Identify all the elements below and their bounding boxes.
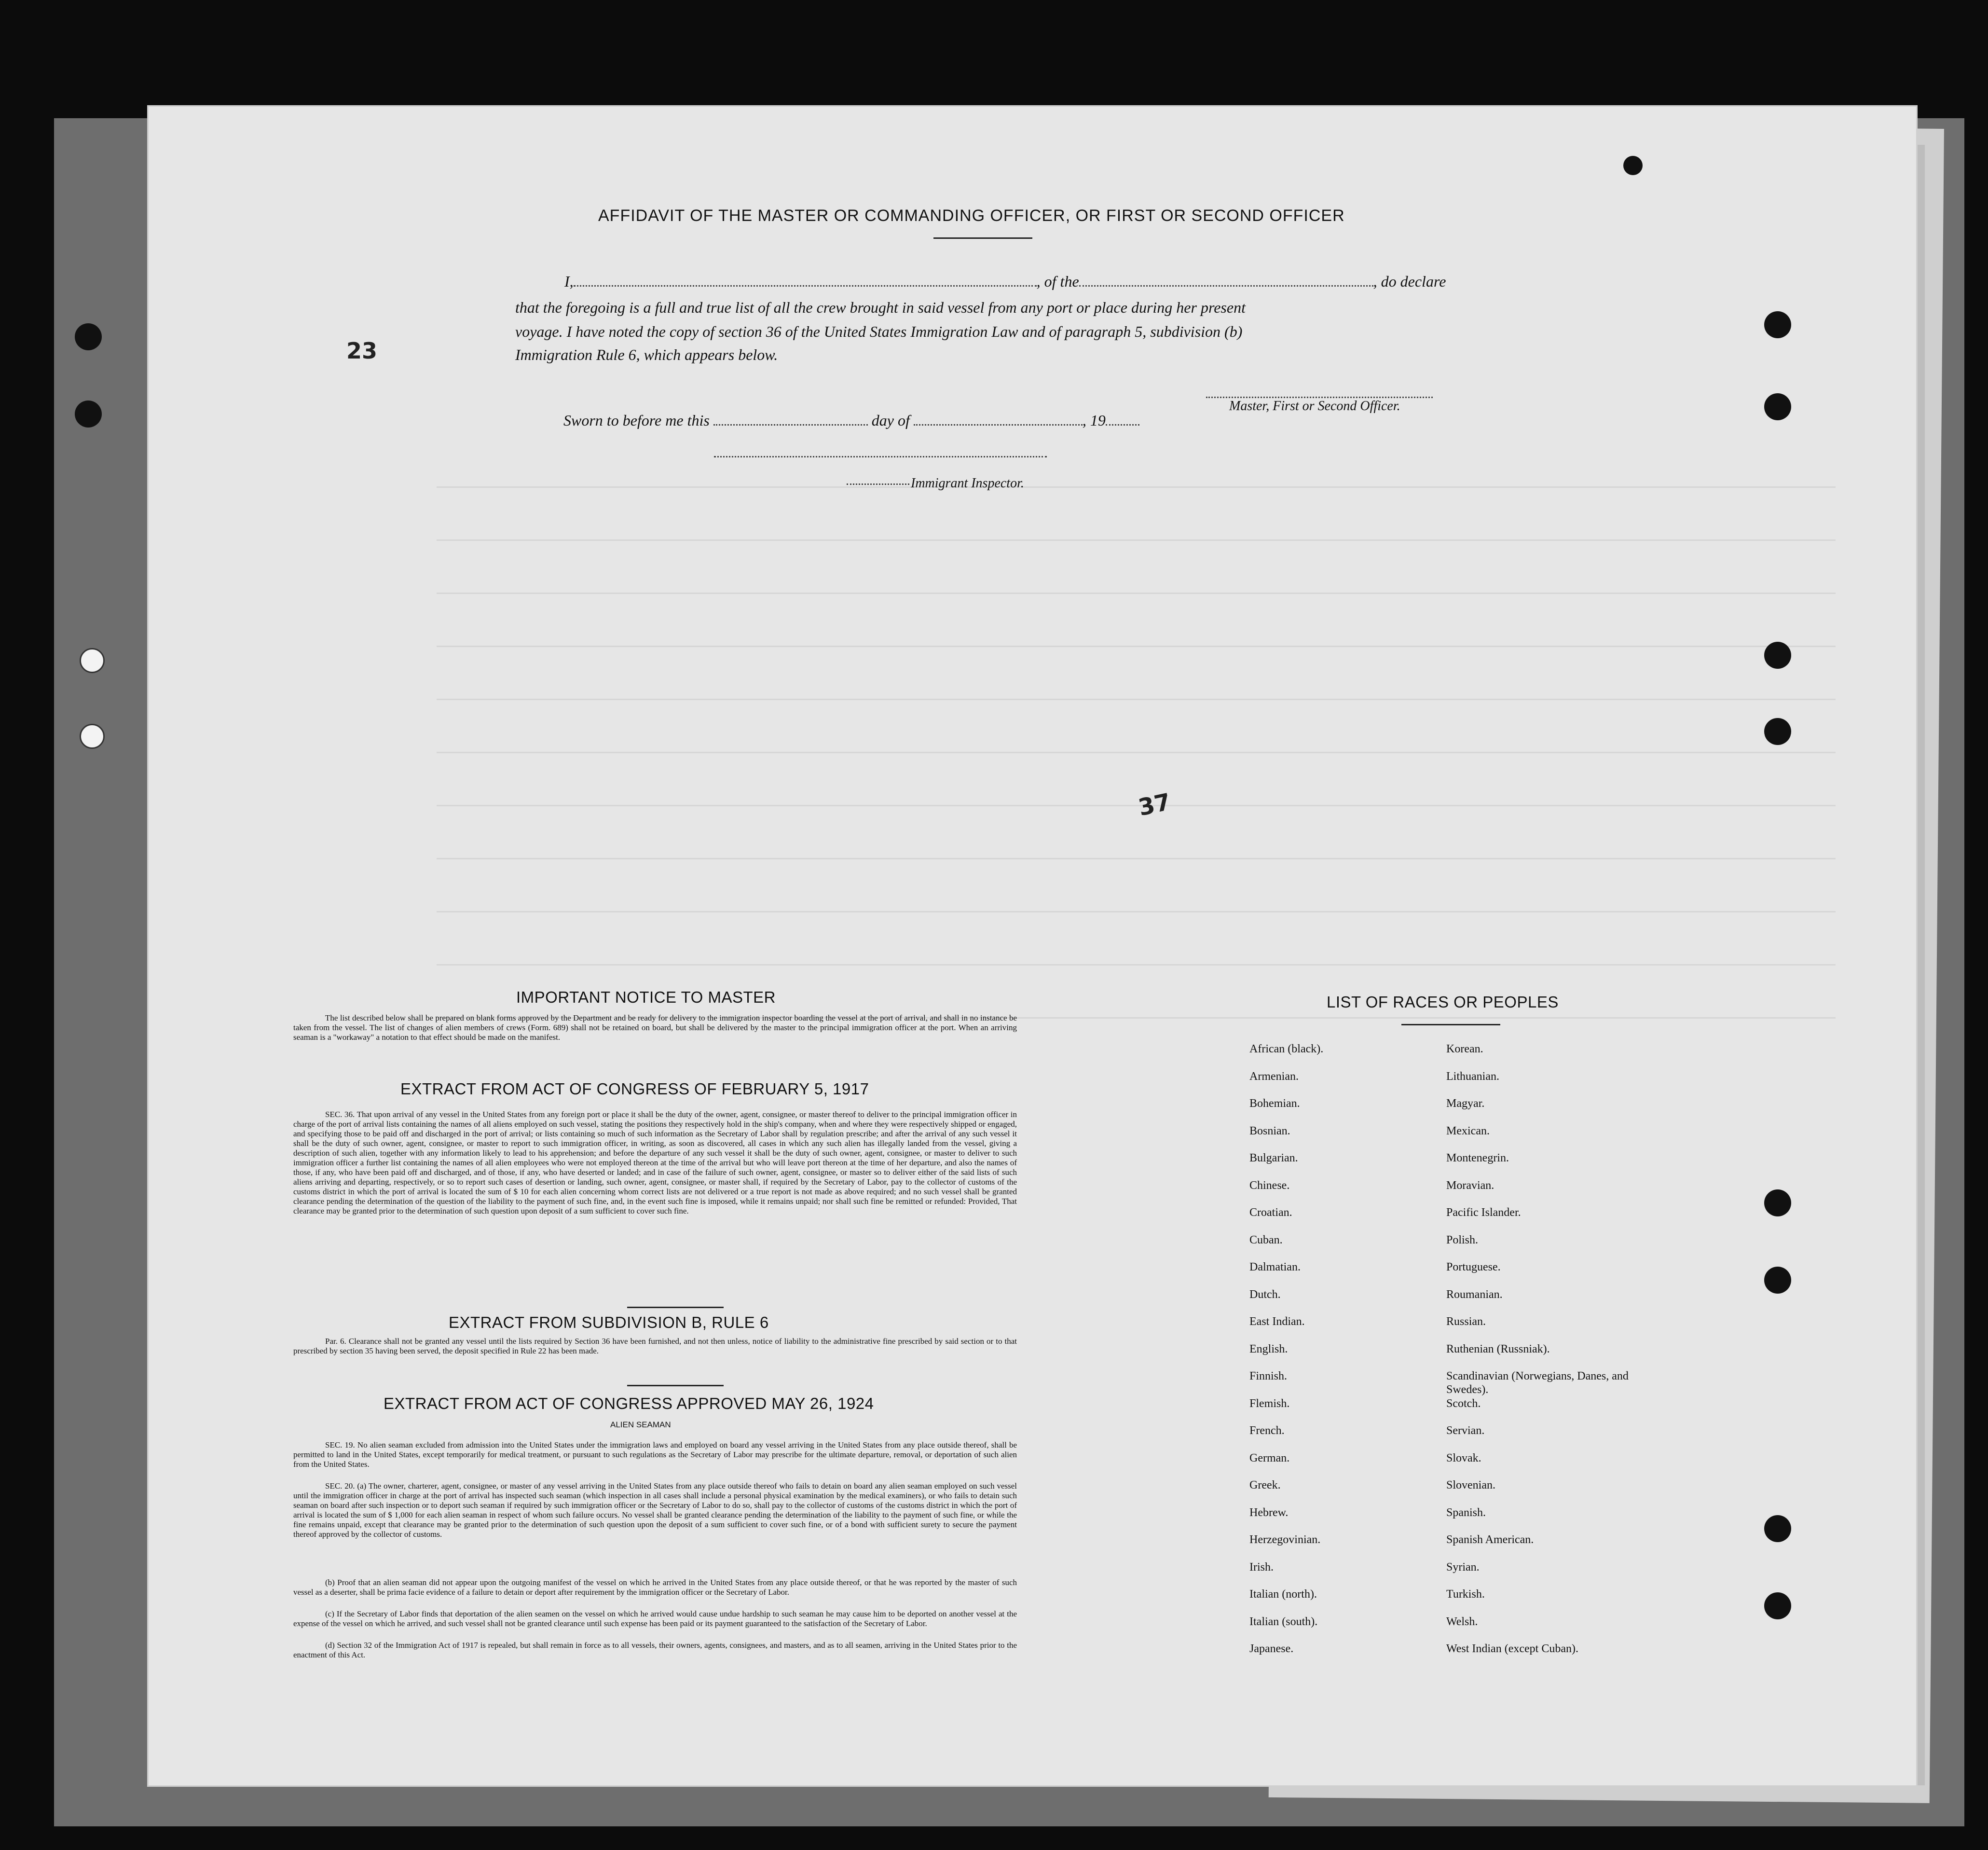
affidavit-of-the-label: , of the (1036, 273, 1079, 290)
race-item: English. (1249, 1342, 1288, 1355)
race-item: Turkish. (1446, 1588, 1485, 1601)
year-label: , 19 (1082, 412, 1106, 429)
race-item: Welsh. (1446, 1615, 1478, 1628)
race-item: Montenegrin. (1446, 1152, 1509, 1164)
race-item: Korean. (1446, 1043, 1483, 1055)
binder-hole (1764, 393, 1791, 420)
race-item: Slovak. (1446, 1451, 1481, 1464)
race-item: African (black). (1249, 1043, 1324, 1055)
sworn-line (563, 409, 1139, 431)
races-underline (1401, 1024, 1500, 1025)
binder-hole (1764, 1515, 1791, 1542)
bleed-through-line (437, 699, 1836, 700)
handwritten-page-number: 23 (346, 338, 378, 364)
sec20a-text: SEC. 20. (a) The owner, charterer, agent, consignee, or master of any vessel arriving in the United States from any place outside thereof who fails to detain on board any alien seaman employed on such vessel until the immigration officer in charge at the port of arrival has inspected such seaman (which inspection in all cases shall include a personal physical examination by the medical examiners), or who fails to detain such seaman on board after such inspection or to deport such seaman if required by such immigration officer or the Secretary of Labor to do so, shall pay to the collector of customs of the customs district in which the port of arrival is located the sum of $ 1,000 for each alien seaman in respect of whom such failure occurs. No vessel shall be granted clearance pending the determination of the liability to the payment of such fine, or while the fine remains unpaid, except that clearance may be granted prior to the determination of such question upon the deposit of a sum sufficient to cover such fine, or of a bond with sufficient surety to secure the payment thereof approved by the collector of customs. (293, 1481, 1017, 1539)
extract-1917-text: SEC. 36. That upon arrival of any vessel in the United States from any foreign port or place it shall be the duty of the owner, agent, consignee, or master thereof to deliver to the principal immigration officer in charge of the port of arrival lists containing the names of all aliens employed on such vessel, stating the positions they respectively hold in the ship's company, when and where they were respectively shipped or engaged, and specifying those to be paid off and discharged in the port of arrival; or lists containing so much of such information as the Secretary of Labor shall by regulation prescribe; and after the arrival of any such vessel it shall be the duty of such owner, agent, consignee, or master to report to such immigration officer, in writing, as soon as discovered, all cases in which any such alien has illegally landed from the vessel, giving a description of such alien, together with any information likely to lead to his apprehension; and before the departure of any such vessel it shall be the duty of such owner, agent, consignee, or master to deliver to such immigration officer a further list containing the names of all alien employees who were not employed thereon at the time of the arrival but who will leave port thereon at the time of her departure, and also the names of those, if any, who have been paid off and discharged, and of those, if any, who have deserted or landed; and in case of the failure of such owner, agent, consignee, or master so to deliver either of the said lists of such aliens arriving and departing, respectively, or so to report such cases of desertion or landing, such owner, agent, consignee, or master shall, if required by the Secretary of Labor, pay to the collector of customs of the customs district in which the port of arrival is located the sum of $ 10 for each alien concerning whom correct lists are not delivered or a true report is not made as above required; and no such vessel shall be granted clearance pending the determination of the question of the liability to the payment of such fine, and, in the event such fine is imposed, while it remains unpaid; nor shall such fine be remitted or refunded: Provided, That clearance may be granted prior to the determination of such question upon deposit of a sum sufficient to cover such fine. (293, 1110, 1017, 1215)
binder-hole (1764, 718, 1791, 745)
sec20d-text: (d) Section 32 of the Immigration Act of 1917 is repealed, but shall remain in force as to all vessels, their owners, agents, consignees, and masters, and as to all seamen, arriving in the United States prior to the enactment of this Act. (293, 1641, 1017, 1659)
race-item: Moravian. (1446, 1179, 1494, 1192)
sworn-label: Sworn to before me this (563, 412, 710, 429)
race-item: Dutch. (1249, 1288, 1281, 1301)
binder-hole (1764, 642, 1791, 669)
sec20b-text: (b) Proof that an alien seaman did not appear upon the outgoing manifest of the vessel on which he arrived in the United States from any place outside thereof, or that he was reported by the master of such vessel as a deserter, shall be prima facie evidence of a failure to detain or deport after requirement by the immigration officer or the Secretary of Labor. (293, 1578, 1017, 1597)
inspector-rule (714, 451, 1047, 460)
race-item: Irish. (1249, 1560, 1274, 1574)
race-item: Servian. (1446, 1424, 1485, 1437)
race-item: Hebrew. (1249, 1506, 1289, 1519)
affidavit-i-label: I, (564, 273, 574, 290)
race-item: Roumanian. (1446, 1288, 1503, 1301)
races-left-column (1249, 1042, 1433, 1670)
race-item: Slovenian. (1446, 1479, 1495, 1491)
bleed-through-line (437, 646, 1836, 647)
race-item: Italian (north). (1249, 1588, 1317, 1601)
race-item: Greek. (1249, 1479, 1281, 1491)
notice-title: IMPORTANT NOTICE TO MASTER (516, 988, 776, 1006)
race-item: German. (1249, 1451, 1290, 1464)
affidavit-line-i (564, 270, 1446, 292)
race-item: Japanese. (1249, 1643, 1294, 1655)
affidavit-declare-label: , do declare (1373, 273, 1446, 290)
race-item: Armenian. (1249, 1070, 1299, 1083)
title-underline (933, 237, 1032, 239)
race-item: Scotch. (1446, 1397, 1481, 1410)
bleed-through-line (437, 539, 1836, 541)
bleed-through-line (437, 911, 1836, 912)
binder-hole (75, 400, 102, 428)
race-item: Magyar. (1446, 1097, 1485, 1110)
race-item: French. (1249, 1424, 1285, 1437)
binder-hole (80, 648, 105, 673)
race-item: Herzegovinian. (1249, 1533, 1321, 1546)
extract-1924-subtitle: ALIEN SEAMAN (610, 1420, 671, 1429)
race-item: Spanish American. (1446, 1533, 1534, 1546)
sworn-year-blank[interactable] (1106, 424, 1139, 426)
sworn-month-blank[interactable] (914, 424, 1083, 426)
race-item: Russian. (1446, 1315, 1486, 1328)
bleed-through-line (437, 964, 1836, 966)
name-blank[interactable] (574, 285, 1037, 287)
race-item: Flemish. (1249, 1397, 1290, 1410)
vessel-blank[interactable] (1079, 285, 1373, 287)
affidavit-line-2: that the foregoing is a full and true list of all the crew brought in said vessel from any port or place during her present (515, 299, 1246, 316)
binder-hole (1764, 1592, 1791, 1619)
inspector-signature-line[interactable] (847, 479, 909, 487)
binder-hole (1764, 311, 1791, 338)
bleed-through-line (437, 486, 1836, 488)
divider (627, 1385, 724, 1386)
bleed-through-line (437, 805, 1836, 806)
race-item: Polish. (1446, 1233, 1479, 1246)
binder-hole (1764, 1189, 1791, 1216)
extract-rule6-title: EXTRACT FROM SUBDIVISION B, RULE 6 (449, 1313, 769, 1331)
race-item: Cuban. (1249, 1233, 1283, 1246)
affidavit-line-4: Immigration Rule 6, which appears below. (515, 346, 778, 363)
race-item: Portuguese. (1446, 1261, 1501, 1273)
bleed-through-line (437, 593, 1836, 594)
notice-text: The list described below shall be prepared on blank forms approved by the Department and be ready for delivery to the immigration inspector boarding the vessel at the port of arrival, and shall in no instance be taken from the vessel. The list of changes of alien members of crews (Form. 689) shall not be retained on board, but shall be delivered by the master to the principal immigration officer at the port. When an arriving seaman is a "workaway" a notation to that effect should be made on the manifest. (293, 1013, 1017, 1042)
binder-hole (75, 323, 102, 350)
binder-hole (1764, 1267, 1791, 1294)
race-item: Spanish. (1446, 1506, 1486, 1519)
race-item: Lithuanian. (1446, 1070, 1499, 1083)
races-title: LIST OF RACES OR PEOPLES (1327, 993, 1559, 1011)
race-item: Finnish. (1249, 1370, 1288, 1382)
race-item: Italian (south). (1249, 1615, 1318, 1628)
race-item: Mexican. (1446, 1124, 1490, 1137)
race-item: Dalmatian. (1249, 1261, 1301, 1273)
extract-1917-title: EXTRACT FROM ACT OF CONGRESS OF FEBRUARY 5, 1917 (400, 1080, 869, 1098)
race-item: Bosnian. (1249, 1124, 1290, 1137)
race-item: Bulgarian. (1249, 1152, 1298, 1164)
day-of-label: day of (871, 412, 910, 429)
sec19-text: SEC. 19. No alien seaman excluded from admission into the United States under the immigration laws and employed on board any vessel arriving in the United States from any place outside thereof, shall be permitted to land in the United States, except temporarily for medical treatment, or pursuant to such regulations as the Secretary of Labor may prescribe for the ultimate departure, removal, or deportation of such alien from the United States. (293, 1440, 1017, 1469)
handwritten-mark: 37 (1136, 788, 1173, 822)
race-item: Chinese. (1249, 1179, 1290, 1192)
inspector-label: Immigrant Inspector. (911, 476, 1024, 491)
race-item: East Indian. (1249, 1315, 1305, 1328)
binder-hole (80, 724, 105, 749)
master-signature-label: Master, First or Second Officer. (1229, 399, 1400, 414)
extract-rule6-text: Par. 6. Clearance shall not be granted any vessel until the lists required by Section 36 have been furnished, and not then unless, notice of liability to the administrative fine prescribed by said section or to that prescribed by section 35 having been served, the deposit specified in Rule 22 has been made. (293, 1337, 1017, 1355)
bleed-through-line (437, 858, 1836, 859)
race-item: Ruthenian (Russniak). (1446, 1342, 1550, 1355)
sec20c-text: (c) If the Secretary of Labor finds that deportation of the alien seamen on the vessel on which he arrived would cause undue hardship to such seaman he may cause him to be deported on another vessel at the expense of the vessel on which he arrived, and such vessel shall not be granted clearance until such expense has been paid or its payment guaranteed to the satisfaction of the Secretary of Labor. (293, 1609, 1017, 1628)
race-item: Pacific Islander. (1446, 1206, 1521, 1219)
divider (627, 1307, 724, 1308)
bleed-through-line (437, 752, 1836, 753)
race-item: West Indian (except Cuban). (1446, 1643, 1578, 1655)
sworn-day-blank[interactable] (713, 424, 868, 426)
affidavit-title: AFFIDAVIT OF THE MASTER OR COMMANDING OFFICER, OR FIRST OR SECOND OFFICER (598, 207, 1345, 225)
extract-1924-title: EXTRACT FROM ACT OF CONGRESS APPROVED MAY 26, 1924 (384, 1394, 874, 1412)
races-right-column (1446, 1042, 1639, 1670)
race-item: Scandinavian (Norwegians, Danes, and Swedes). (1446, 1370, 1629, 1396)
race-item: Croatian. (1249, 1206, 1292, 1219)
race-item: Syrian. (1446, 1560, 1480, 1574)
race-item: Bohemian. (1249, 1097, 1300, 1110)
affidavit-line-3: voyage. I have noted the copy of section 36 of the United States Immigration Law and of paragraph 5, subdivision (b) (515, 323, 1243, 340)
binder-hole (1623, 156, 1643, 175)
